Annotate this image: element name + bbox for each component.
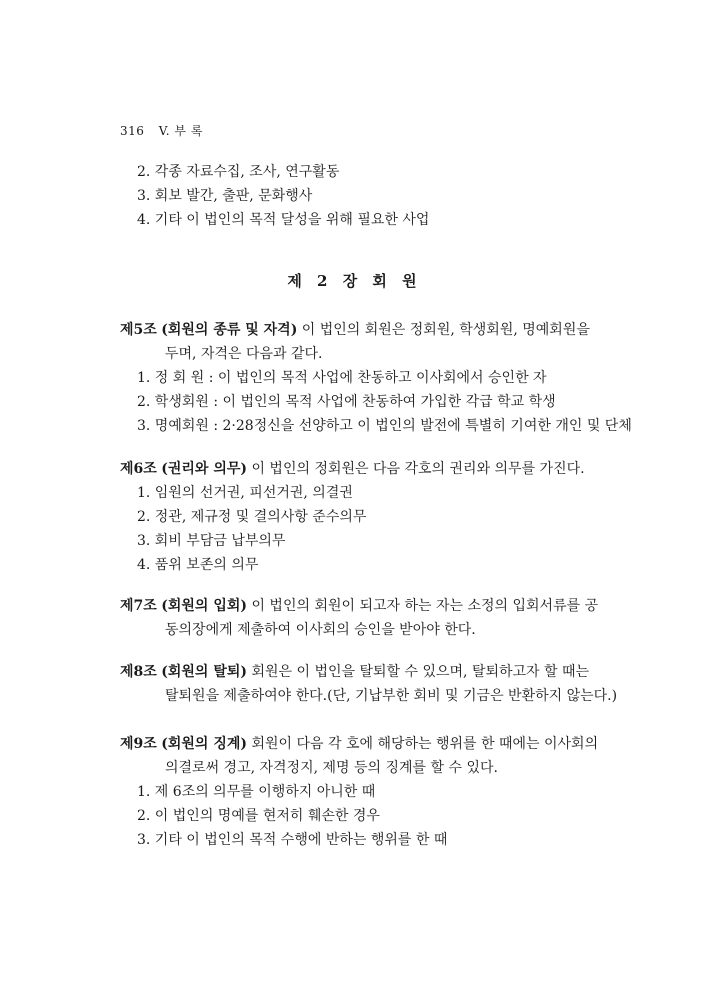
article-item-list — [120, 366, 632, 438]
article-body: 이 법인의 회원이 되고자 하는 자는 소정의 입회서류를 공 — [251, 598, 599, 614]
intro-item-list — [137, 160, 429, 232]
article-label: 제5조 — [120, 322, 157, 338]
article-body: 이 법인의 정회원은 다음 각호의 권리와 의무를 가진다. — [251, 461, 585, 477]
section-title: V. 부 록 — [158, 124, 203, 138]
article-5 — [120, 318, 632, 438]
list-item: 2. 이 법인의 명예를 현저히 훼손한 경우 — [137, 808, 380, 824]
list-item: 2. 학생회원 : 이 법인의 목적 사업에 찬동하여 가입한 각급 학교 학생 — [137, 394, 556, 410]
article-title: (회원의 징계) — [161, 736, 247, 752]
article-label: 제9조 — [120, 736, 157, 752]
list-item: 1. 임원의 선거권, 피선거권, 의결권 — [137, 485, 353, 501]
article-body: 회원은 이 법인을 탈퇴할 수 있으며, 탈퇴하고자 할 때는 — [251, 664, 590, 680]
list-item: 2. 정관, 제규정 및 결의사항 준수의무 — [137, 509, 367, 525]
article-6 — [120, 457, 590, 577]
list-item: 1. 제 6조의 의무를 이행하지 아니한 때 — [137, 784, 376, 800]
article-label: 제6조 — [120, 461, 157, 477]
article-heading — [120, 732, 599, 756]
article-continuation: 두며, 자격은 다음과 같다. — [165, 346, 323, 362]
article-9 — [120, 732, 599, 852]
article-heading — [120, 457, 590, 481]
article-7 — [120, 594, 599, 642]
article-title: (회원의 종류 및 자격) — [161, 322, 298, 338]
article-body: 이 법인의 회원은 정회원, 학생회원, 명예회원을 — [301, 322, 590, 338]
list-item: 4. 기타 이 법인의 목적 달성을 위해 필요한 사업 — [137, 212, 430, 228]
chapter-title: 제 2 장 회 원 — [287, 272, 419, 290]
article-continuation: 의결로써 경고, 자격정지, 제명 등의 징계를 할 수 있다. — [165, 760, 498, 776]
article-title: (권리와 의무) — [161, 461, 247, 477]
page-number: 316 — [120, 124, 145, 138]
article-item-list — [120, 780, 590, 852]
list-item: 1. 정 회 원 : 이 법인의 목적 사업에 찬동하고 이사회에서 승인한 자 — [137, 370, 547, 386]
page-header — [120, 122, 203, 139]
article-heading — [120, 594, 599, 618]
list-item: 2. 각종 자료수집, 조사, 연구활동 — [137, 164, 340, 180]
article-heading — [120, 660, 590, 684]
article-label: 제7조 — [120, 598, 157, 614]
article-title: (회원의 입회) — [161, 598, 247, 614]
list-item: 3. 회보 발간, 출판, 문화행사 — [137, 188, 313, 204]
article-8 — [120, 660, 618, 708]
article-label: 제8조 — [120, 664, 157, 680]
article-body: 회원이 다음 각 호에 해당하는 행위를 한 때에는 이사회의 — [251, 736, 599, 752]
list-item: 3. 명예회원 : 2·28정신을 선양하고 이 법인의 발전에 특별히 기여한 개인 및 단체 — [137, 418, 632, 434]
list-item: 4. 품위 보존의 의무 — [137, 557, 259, 573]
article-continuation: 동의장에게 제출하여 이사회의 승인을 받아야 한다. — [165, 622, 476, 638]
article-item-list — [120, 481, 590, 577]
article-title: (회원의 탈퇴) — [161, 664, 247, 680]
list-item: 3. 기타 이 법인의 목적 수행에 반하는 행위를 한 때 — [137, 832, 448, 848]
article-heading — [120, 318, 590, 342]
article-continuation: 탈퇴원을 제출하여야 한다.(단, 기납부한 회비 및 기금은 반환하지 않는다.) — [165, 688, 618, 704]
list-item: 3. 회비 부담금 납부의무 — [137, 533, 286, 549]
